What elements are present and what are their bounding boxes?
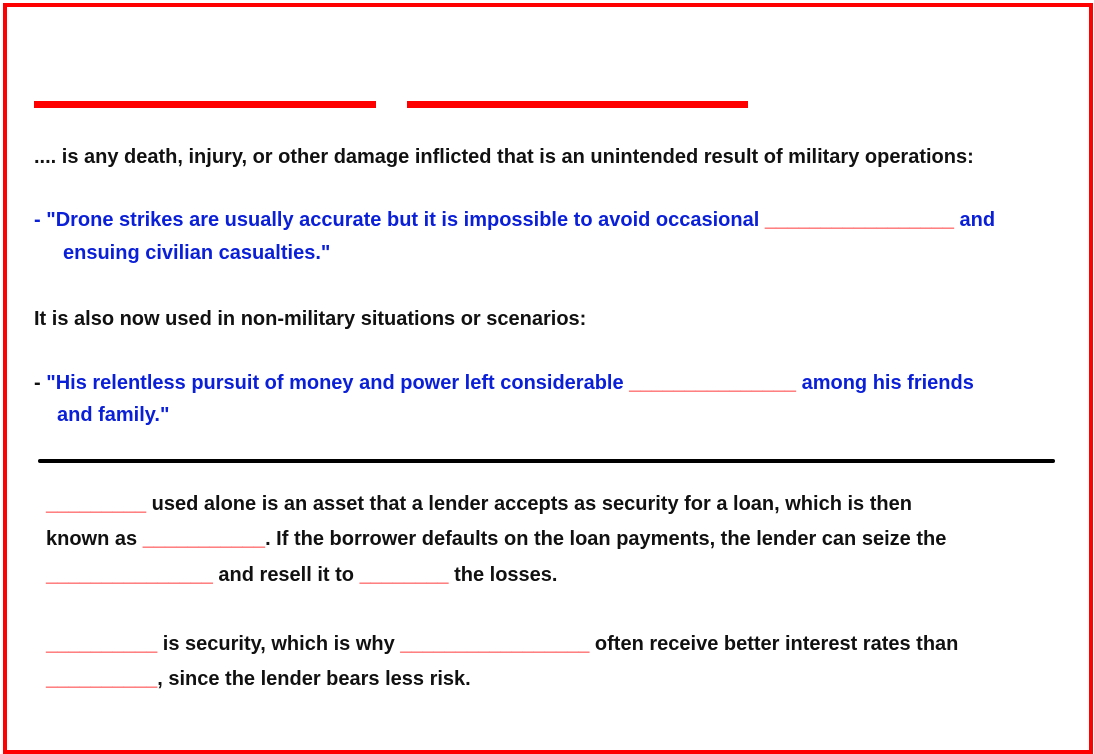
example-1-dash: - <box>34 209 47 231</box>
example-2-blank: _______________ <box>629 372 797 394</box>
collateral-p1-text-3: . If the borrower defaults on the loan payments, the lender can seize the <box>265 528 947 550</box>
example-2-text-b: among his friends <box>796 372 974 394</box>
collateral-p2-blank-2: _________________ <box>400 633 590 655</box>
collateral-p1-line-1 <box>46 492 912 516</box>
section-divider <box>38 459 1055 463</box>
collateral-p2-blank-1: __________ <box>46 633 158 655</box>
collateral-p2-text-1: is security, which is why <box>157 633 401 655</box>
example-2-dash: - <box>34 372 47 394</box>
collateral-p2-text-3: , since the lender bears less risk. <box>157 668 471 690</box>
example-1-text-b: and <box>953 209 996 231</box>
collateral-p1-text-1: used alone is an asset that a lender accepts as security for a loan, which is then <box>146 493 912 515</box>
example-1-line-2: ensuing civilian casualties." <box>63 242 331 264</box>
collateral-p2-line-2 <box>46 667 471 691</box>
collateral-p1-line-2 <box>46 527 946 551</box>
collateral-p1-text-5: the losses. <box>448 564 558 586</box>
example-2-line-2: and family." <box>57 404 170 426</box>
definition-intro: .... is any death, injury, or other damage inflicted that is an unintended result of military operations: <box>34 146 974 168</box>
title-blank-2 <box>407 101 748 108</box>
collateral-p1-blank-3: _______________ <box>46 564 213 586</box>
collateral-p1-text-4: and resell it to <box>212 564 360 586</box>
collateral-p1-blank-1: _________ <box>46 493 147 515</box>
title-blank-1 <box>34 101 376 108</box>
collateral-p1-blank-2: ___________ <box>142 528 266 550</box>
example-2-line-1 <box>34 371 974 395</box>
collateral-p2-text-2: often receive better interest rates than <box>589 633 959 655</box>
example-1-blank: _________________ <box>764 209 954 231</box>
example-1-line-1 <box>34 208 995 232</box>
example-1-text-a: "Drone strikes are usually accurate but it is impossible to avoid occasional <box>46 209 765 231</box>
example-2-text-a: "His relentless pursuit of money and power left considerable <box>46 372 630 394</box>
collateral-p1-text-2: known as <box>46 528 143 550</box>
collateral-p2-blank-3: __________ <box>46 668 158 690</box>
nonmilitary-statement: It is also now used in non-military situations or scenarios: <box>34 308 587 330</box>
collateral-p1-blank-4: ________ <box>359 564 449 586</box>
collateral-p2-line-1 <box>46 632 958 656</box>
collateral-p1-line-3 <box>46 563 557 587</box>
